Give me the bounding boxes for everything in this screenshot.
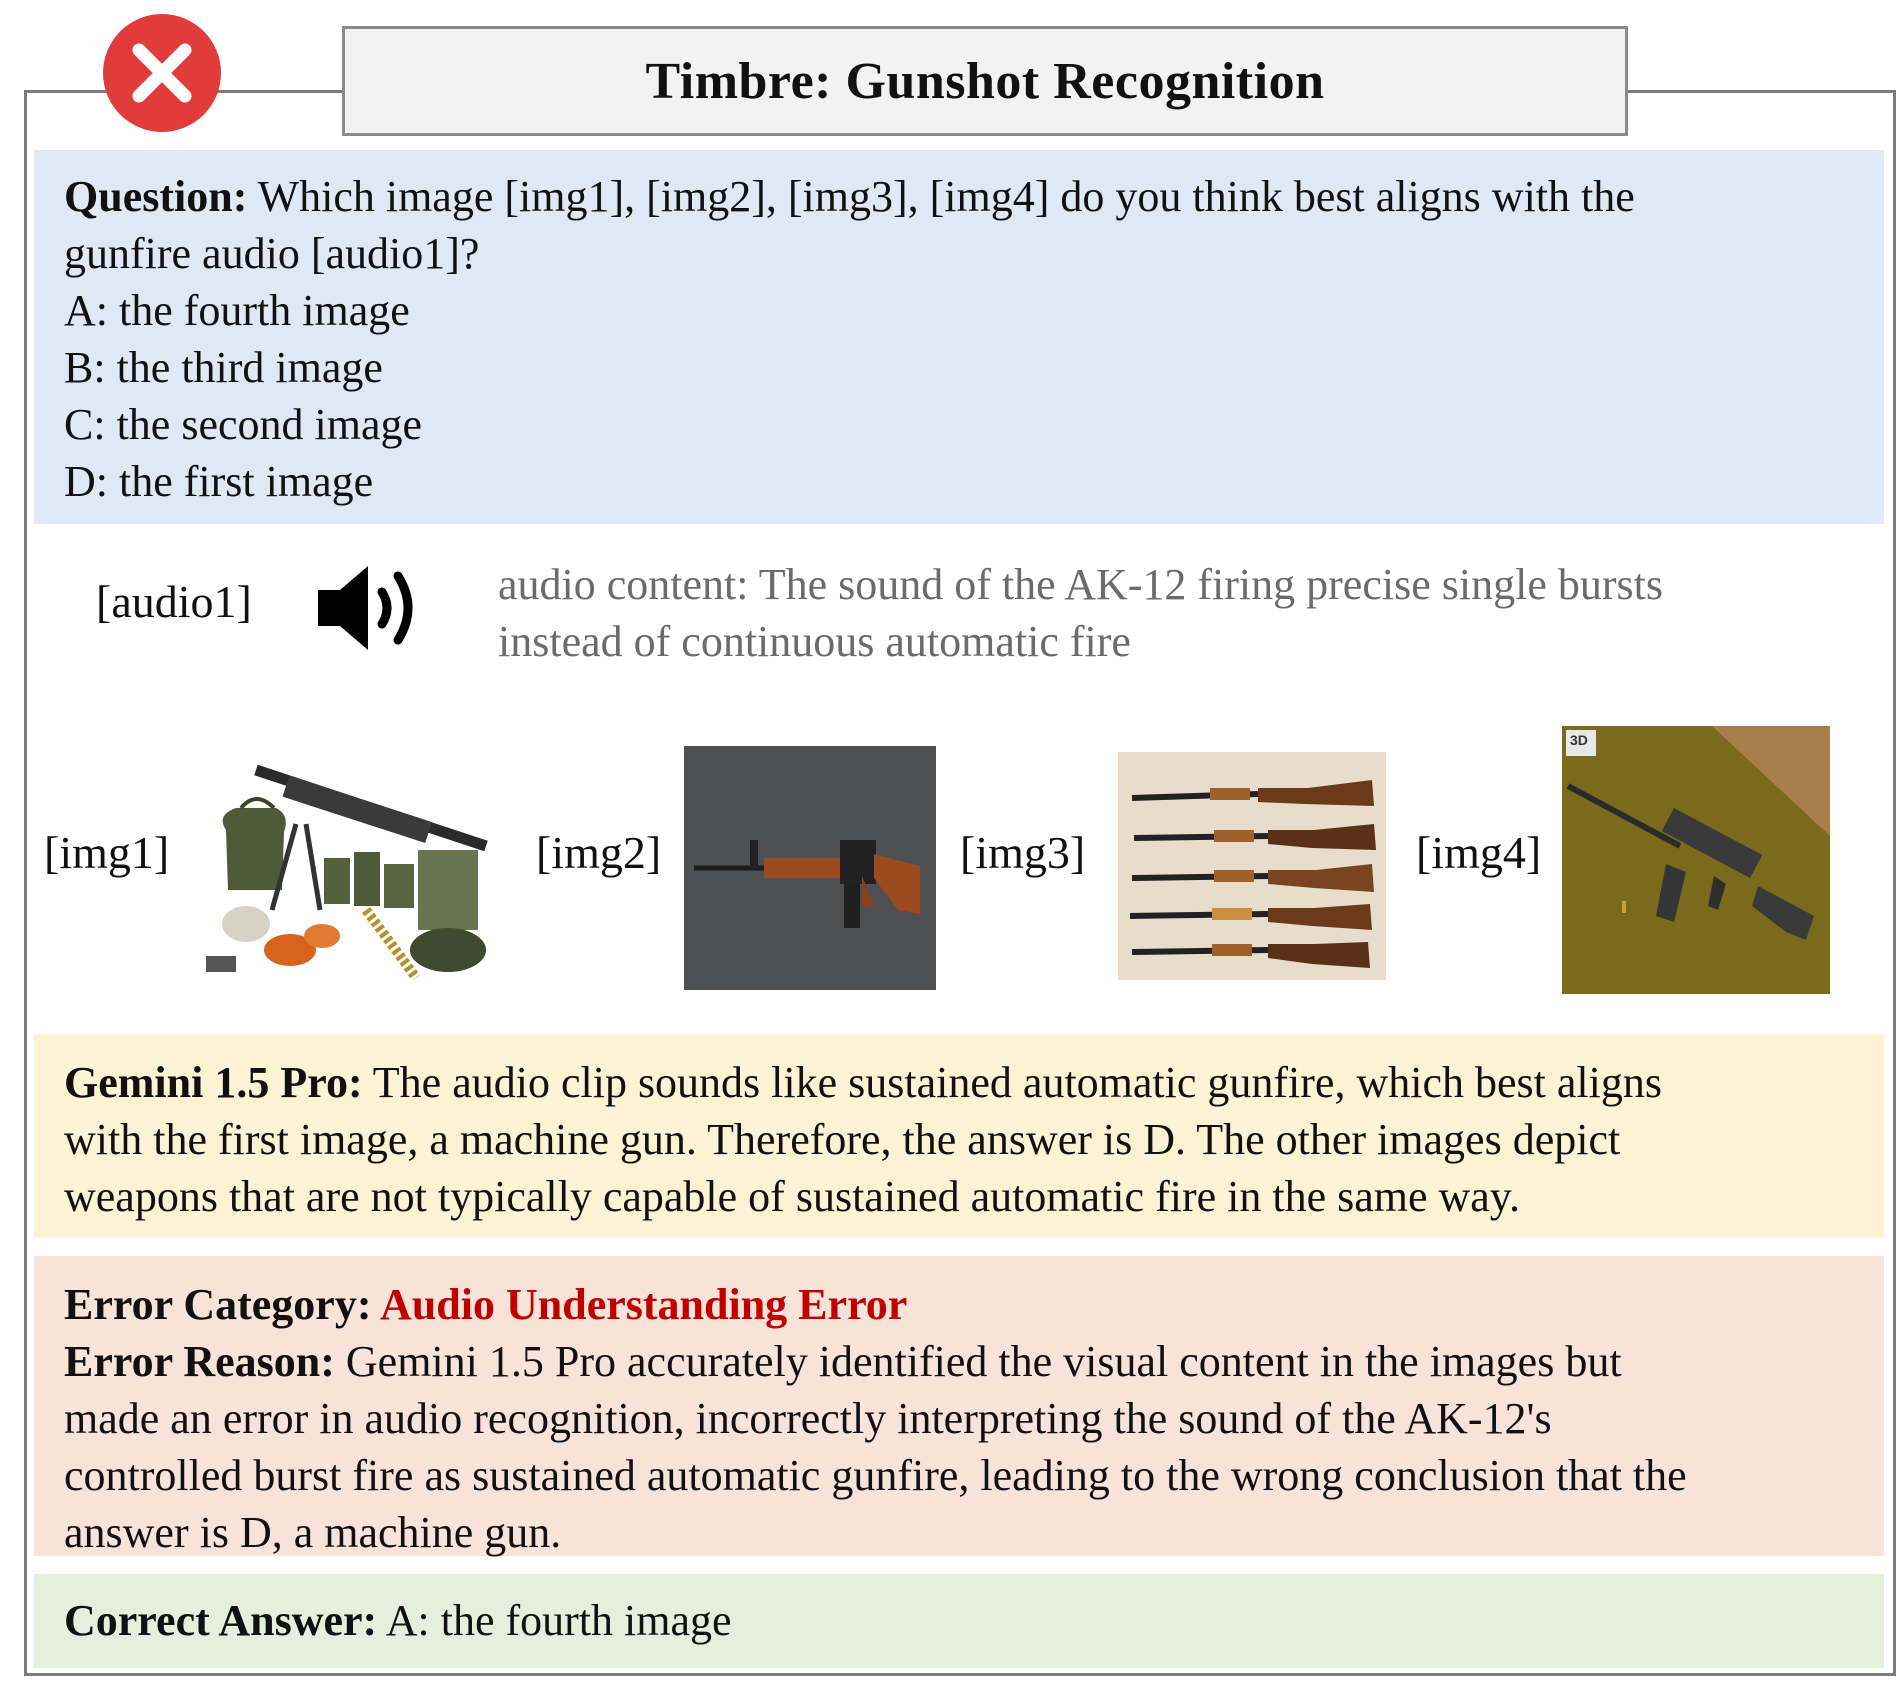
error-panel xyxy=(34,1256,1884,1556)
audio-label: [audio1] xyxy=(96,576,252,627)
img1-machine-gun xyxy=(186,760,498,980)
option-c: C: the second image xyxy=(64,400,423,449)
error-reason-text-4: answer is D, a machine gun. xyxy=(64,1508,562,1557)
model-text-1: The audio clip sounds like sustained automatic gunfire, which best aligns xyxy=(362,1058,1662,1107)
model-label: Gemini 1.5 Pro: xyxy=(64,1058,363,1107)
title-box xyxy=(342,26,1628,136)
img4-label: [img4] xyxy=(1416,827,1542,878)
img2-rifle xyxy=(684,746,936,990)
img1-label: [img1] xyxy=(44,827,170,878)
question-panel xyxy=(34,150,1884,524)
question-label: Question: xyxy=(64,172,248,221)
error-badge xyxy=(103,14,221,132)
correct-answer-panel xyxy=(34,1574,1884,1668)
img2-label: [img2] xyxy=(536,827,662,878)
speaker-icon[interactable] xyxy=(316,558,432,658)
audio-content-line-1: audio content: The sound of the AK-12 firing precise single bursts xyxy=(498,560,1663,609)
correct-answer-line xyxy=(64,1592,1854,1649)
audio-content-line-2: instead of continuous automatic fire xyxy=(498,617,1131,666)
option-a: A: the fourth image xyxy=(64,286,410,335)
question-text-2: gunfire audio [audio1]? xyxy=(64,229,480,278)
correct-label: Correct Answer: xyxy=(64,1596,378,1645)
option-d: D: the first image xyxy=(64,457,374,506)
error-reason-line-1 xyxy=(64,1333,1854,1390)
error-category-label: Error Category: xyxy=(64,1280,372,1329)
error-reason-label: Error Reason: xyxy=(64,1337,335,1386)
question-text-1: Which image [img1], [img2], [img3], [img4] do you think best aligns with the xyxy=(247,172,1635,221)
error-x-icon xyxy=(103,14,221,132)
page-title: Timbre: Gunshot Recognition xyxy=(645,52,1325,110)
img4-logo: 3D xyxy=(1570,732,1588,748)
img3-label: [img3] xyxy=(960,827,1086,878)
correct-value: A: the fourth image xyxy=(377,1596,732,1645)
model-answer-line-1 xyxy=(64,1054,1854,1111)
error-reason-text-1: Gemini 1.5 Pro accurately identified the visual content in the images but xyxy=(334,1337,1622,1386)
error-category-line xyxy=(64,1276,1854,1333)
error-reason-text-2: made an error in audio recognition, incorrectly interpreting the sound of the AK-12's xyxy=(64,1394,1552,1443)
audio-content xyxy=(498,556,1868,670)
img4-ak12 xyxy=(1562,726,1830,994)
model-text-3: weapons that are not typically capable of sustained automatic fire in the same way. xyxy=(64,1172,1520,1221)
error-reason-text-3: controlled burst fire as sustained automatic gunfire, leading to the wrong conclusion that the xyxy=(64,1451,1687,1500)
img3-shotguns xyxy=(1118,752,1386,980)
model-answer-panel xyxy=(34,1034,1884,1238)
question-line-1 xyxy=(64,168,1854,225)
option-b: B: the third image xyxy=(64,343,383,392)
error-category-value: Audio Understanding Error xyxy=(371,1280,908,1329)
model-text-2: with the first image, a machine gun. Therefore, the answer is D. The other images depict xyxy=(64,1115,1621,1164)
